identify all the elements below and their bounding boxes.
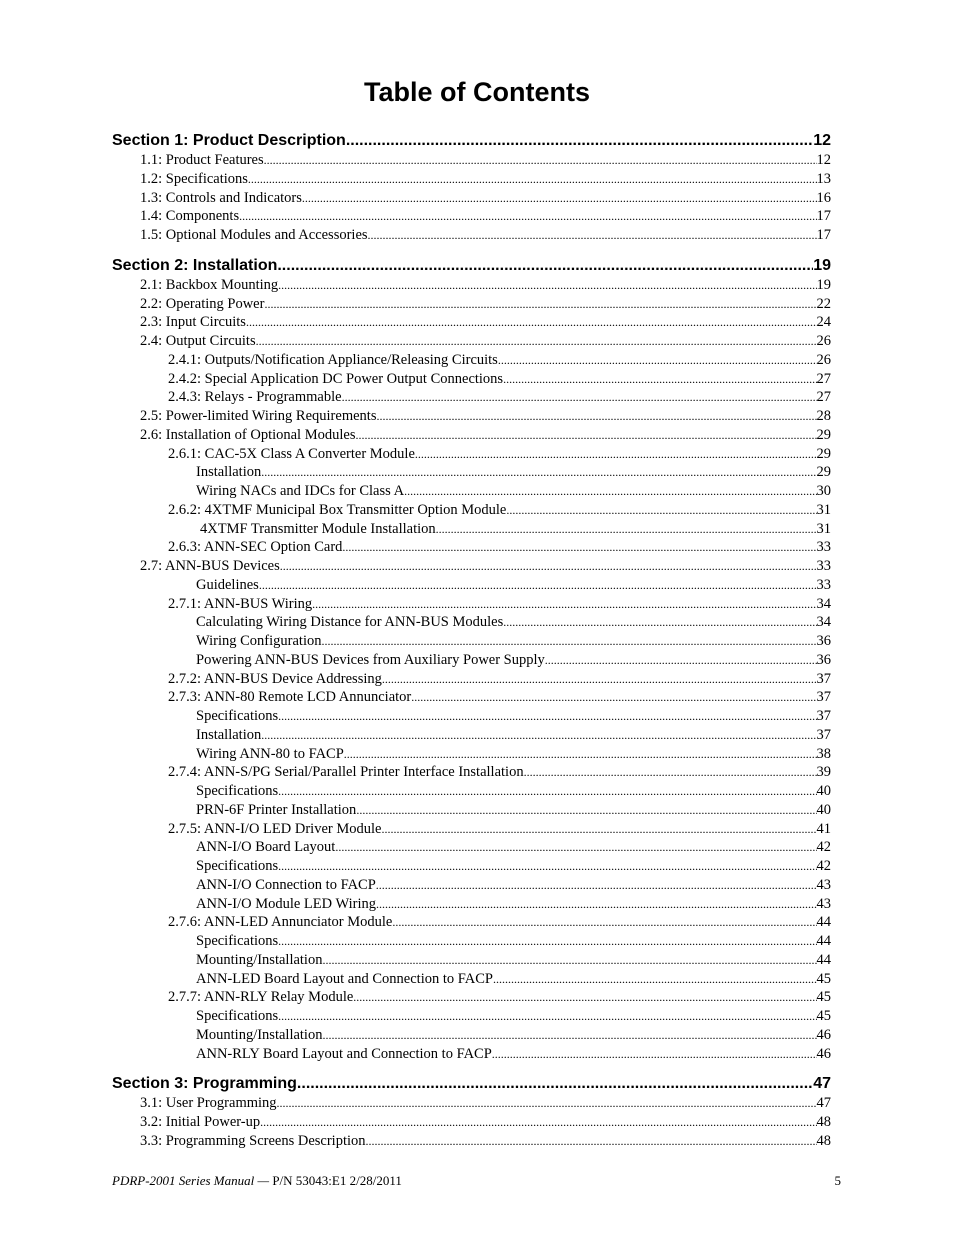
toc-entry-page: 48 [816,1114,831,1130]
dot-leader [278,276,816,295]
dot-leader [277,256,813,276]
dot-leader [392,913,816,932]
toc-section-heading[interactable] [112,1074,831,1094]
dot-leader [297,1074,813,1094]
toc-entry[interactable] [112,426,831,445]
toc-entry[interactable] [112,226,831,245]
dot-leader [278,857,816,876]
dot-leader [260,1113,816,1132]
toc-entry-label: ANN-RLY Board Layout and Connection to FACP [196,1045,492,1062]
toc-entry[interactable] [112,351,831,370]
toc-entry[interactable] [112,876,831,895]
toc-entry-label: ANN-LED Board Layout and Connection to FACP [196,970,493,987]
toc-entry-page: 36 [816,651,831,668]
toc-entry-page: 34 [816,614,831,631]
toc-entry[interactable] [112,688,831,707]
toc-entry[interactable] [112,613,831,632]
toc-entry-label: Specifications [196,708,279,724]
dot-leader [404,482,816,501]
dot-leader [278,782,816,801]
toc-section-heading-page: 12 [813,132,831,149]
toc-entry[interactable] [112,895,831,914]
toc-entry-page: 12 [816,152,831,168]
dot-leader [342,388,817,407]
toc-entry-page: 44 [816,951,831,968]
toc-section-heading[interactable] [112,256,831,276]
toc-entry-page: 19 [816,276,831,293]
toc-section-heading-label: Section 1: Product Description [112,132,346,149]
dot-leader [382,670,817,689]
toc-entry-page: 27 [816,389,831,406]
dot-leader [264,295,816,314]
toc-entry-label: 2.7.4: ANN-S/PG Serial/Parallel Printer Interface Installation [168,764,524,781]
toc-entry-page: 42 [816,839,831,856]
toc-entry[interactable] [112,276,831,295]
dot-leader [498,351,817,370]
toc-entry-page: 33 [816,539,831,556]
toc-entry-page: 39 [816,764,831,781]
toc-entry-page: 17 [816,208,831,225]
toc-entry-label: Specifications [196,858,279,874]
dot-leader [344,745,817,764]
toc-entry-label: 2.7.1: ANN-BUS Wiring [168,595,313,612]
toc-entry-label: Mounting/Installation [196,951,323,968]
dot-leader [503,613,816,632]
dot-leader [506,501,816,520]
dot-leader [342,538,816,557]
toc-entry[interactable] [112,651,831,670]
toc-entry[interactable] [112,913,831,932]
toc-entry[interactable] [112,838,831,857]
toc-section-heading-label: Section 2: Installation [112,256,278,274]
toc-entry-label: ANN-I/O Module LED Wiring [196,895,376,912]
toc-entry-page: 43 [816,895,831,912]
toc-entry-page: 47 [816,1095,831,1112]
dot-leader [356,801,816,820]
toc-section-heading-label: Section 3: Programming [112,1075,297,1093]
toc-entry-label: 3.3: Programming Screens Description [140,1132,366,1149]
toc-entry-label: Powering ANN-BUS Devices from Auxiliary Power Supply [196,651,545,668]
toc-entry[interactable] [112,170,831,189]
toc-entry-page: 28 [816,408,831,424]
toc-entry-label: 2.4: Output Circuits [140,333,256,349]
dot-leader [302,189,817,208]
toc-entry[interactable] [112,313,831,332]
toc-entry[interactable] [112,407,831,426]
toc-entry-label: 2.1: Backbox Mounting [140,276,279,293]
toc-entry[interactable] [112,1026,831,1045]
toc-entry-page: 40 [816,801,831,818]
toc-entry-page: 34 [816,595,831,612]
toc-entry-page: 42 [816,858,831,874]
dot-leader [376,407,816,426]
toc-entry[interactable] [112,207,831,226]
toc-entry[interactable] [112,501,831,520]
toc-section-heading-page: 47 [813,1075,831,1093]
dot-leader [492,1045,817,1064]
toc-entry-label: 2.7.7: ANN-RLY Relay Module [168,989,354,1006]
dot-leader [246,313,817,332]
toc-entry[interactable] [112,782,831,801]
toc-entry-page: 29 [816,464,831,481]
dot-leader [376,876,817,895]
toc-entry[interactable] [112,932,831,951]
toc-entry[interactable] [112,151,831,170]
toc-entry-label: 2.4.2: Special Application DC Power Output Connections [168,370,504,387]
toc-entry-label: Specifications [196,783,279,799]
toc-entry-page: 45 [816,989,831,1006]
toc-entry-label: ANN-I/O Board Layout [196,839,336,856]
toc-entry-label: 2.7.2: ANN-BUS Device Addressing [168,670,382,687]
toc-entry[interactable] [112,189,831,208]
toc-entry[interactable] [112,576,831,595]
toc-entry-label: 1.4: Components [140,208,240,225]
toc-entry-label: Wiring NACs and IDCs for Class A [196,483,405,499]
dot-leader [312,595,816,614]
toc-entry-page: 44 [816,933,831,949]
dot-leader [346,131,813,151]
toc-entry-label: 1.1: Product Features [140,152,264,168]
toc-entry-page: 29 [816,445,831,462]
toc-entry-page: 26 [816,351,831,368]
footer-part-number: P/N 53043:E1 2/28/2011 [272,1173,402,1188]
toc-entry-page: 13 [816,170,831,187]
toc-entry-page: 27 [816,370,831,387]
dot-leader [411,688,816,707]
dot-leader [259,576,817,595]
toc-entry[interactable] [112,763,831,782]
toc-entry-label: 2.2: Operating Power [140,295,265,312]
toc-entry-label: Calculating Wiring Distance for ANN-BUS Modules [196,614,504,631]
toc-entry[interactable] [112,670,831,689]
toc-entry[interactable] [112,1113,831,1132]
toc-entry[interactable] [112,295,831,314]
dot-leader [353,988,816,1007]
toc-entry[interactable] [112,482,831,501]
toc-entry-page: 37 [816,689,831,706]
toc-entry-label: ANN-I/O Connection to FACP [196,876,376,893]
dot-leader [368,226,817,245]
toc-entry-page: 17 [816,227,831,243]
toc-entry-label: 1.3: Controls and Indicators [140,189,302,206]
toc-entry-label: 1.2: Specifications [140,170,248,187]
footer-manual-title: PDRP-2001 Series Manual — [112,1173,270,1188]
dot-leader [264,151,817,170]
toc-entry-label: Installation [196,726,262,743]
dot-leader [335,838,816,857]
toc-entry[interactable] [112,632,831,651]
toc-entry[interactable] [112,820,831,839]
toc-entry-label: PRN-6F Printer Installation [196,801,357,818]
toc-entry[interactable] [112,520,831,539]
dot-leader [524,763,817,782]
dot-leader [280,557,817,576]
dot-leader [261,726,816,745]
toc-entry-page: 36 [816,633,831,649]
dot-leader [277,1094,817,1113]
dot-leader [415,445,817,464]
toc-entry-page: 40 [816,783,831,799]
toc-entry-label: 2.4.3: Relays - Programmable [168,389,342,406]
toc-entry-page: 31 [816,501,831,518]
toc-entry[interactable] [112,1007,831,1026]
toc-entry-page: 41 [816,820,831,837]
toc-entry-page: 46 [816,1026,831,1043]
dot-leader [436,520,817,539]
toc-entry-page: 16 [816,189,831,206]
toc-entry[interactable] [112,726,831,745]
page-title: Table of Contents [364,77,590,107]
toc-entry-page: 43 [816,876,831,893]
toc-entry-label: Wiring ANN-80 to FACP [196,745,344,762]
dot-leader [381,820,816,839]
toc-entry-page: 31 [816,520,831,537]
toc-entry-label: 2.7.6: ANN-LED Annunciator Module [168,914,393,931]
toc-entry-label: Specifications [196,1008,279,1024]
toc-entry-label: 2.7: ANN-BUS Devices [140,558,280,574]
toc-entry[interactable] [112,970,831,989]
dot-leader [545,651,817,670]
dot-leader [503,370,816,389]
dot-leader [366,1132,817,1151]
toc-entry-page: 48 [816,1132,831,1149]
toc-entry[interactable] [112,707,831,726]
toc-entry-page: 38 [816,745,831,762]
toc-entry-label: 3.1: User Programming [140,1095,277,1112]
dot-leader [278,932,816,951]
toc-entry-label: Mounting/Installation [196,1026,323,1043]
toc-entry[interactable] [112,538,831,557]
toc-entry[interactable] [112,370,831,389]
toc-entry[interactable] [112,1132,831,1151]
toc-entry-label: 4XTMF Transmitter Module Installation [200,520,436,537]
toc-entry-label: 2.5: Power-limited Wiring Requirements [140,408,377,424]
dot-leader [278,707,816,726]
toc-entry-label: Guidelines [196,576,259,593]
toc-entry-page: 33 [816,558,831,574]
toc-entry[interactable] [112,388,831,407]
toc-entry-label: Installation [196,464,262,481]
dot-leader [376,895,817,914]
toc-entry-label: Wiring Configuration [196,633,322,649]
toc-entry-label: 2.6: Installation of Optional Modules [140,426,356,443]
footer-page-number: 5 [834,1173,841,1188]
dot-leader [239,207,816,226]
toc-entry[interactable] [112,857,831,876]
toc-entry-label: 3.2: Initial Power-up [140,1114,261,1130]
toc-entry-page: 29 [816,426,831,443]
toc-entry-page: 33 [816,576,831,593]
toc-entry-page: 30 [816,483,831,499]
toc-entry-page: 37 [816,708,831,724]
page-footer [112,1172,841,1190]
toc-entry-page: 24 [816,314,831,331]
toc-entry-page: 22 [816,295,831,312]
toc-entry-page: 44 [816,914,831,931]
toc-entry-label: Specifications [196,933,279,949]
toc-section-heading[interactable] [112,131,831,151]
table-of-contents [112,131,831,1151]
toc-entry-label: 2.3: Input Circuits [140,314,246,331]
toc-entry[interactable] [112,951,831,970]
toc-entry-page: 45 [816,970,831,987]
toc-entry-label: 2.7.3: ANN-80 Remote LCD Annunciator [168,689,412,706]
toc-entry-page: 46 [816,1045,831,1062]
dot-leader [278,1007,816,1026]
dot-leader [322,1026,816,1045]
toc-entry[interactable] [112,463,831,482]
toc-entry[interactable] [112,1094,831,1113]
toc-entry-page: 37 [816,670,831,687]
toc-entry-label: 2.4.1: Outputs/Notification Appliance/Releasing Circuits [168,351,498,368]
toc-entry-page: 45 [816,1008,831,1024]
dot-leader [493,970,817,989]
toc-entry[interactable] [112,595,831,614]
dot-leader [261,463,816,482]
dot-leader [321,632,816,651]
toc-entry-page: 37 [816,726,831,743]
toc-entry-label: 2.7.5: ANN-I/O LED Driver Module [168,820,382,837]
toc-section-heading-page: 19 [813,256,831,274]
toc-entry-page: 26 [816,333,831,349]
toc-entry[interactable] [112,557,831,576]
toc-entry-label: 1.5: Optional Modules and Accessories [140,227,368,243]
dot-leader [322,951,816,970]
toc-entry[interactable] [112,745,831,764]
toc-entry[interactable] [112,988,831,1007]
toc-entry[interactable] [112,332,831,351]
toc-entry[interactable] [112,445,831,464]
toc-entry-label: 2.6.2: 4XTMF Municipal Box Transmitter Option Module [168,501,507,518]
toc-entry[interactable] [112,1045,831,1064]
toc-entry[interactable] [112,801,831,820]
toc-entry-label: 2.6.3: ANN-SEC Option Card [168,539,343,556]
dot-leader [248,170,817,189]
dot-leader [355,426,816,445]
toc-entry-label: 2.6.1: CAC-5X Class A Converter Module [168,445,415,462]
dot-leader [256,332,817,351]
